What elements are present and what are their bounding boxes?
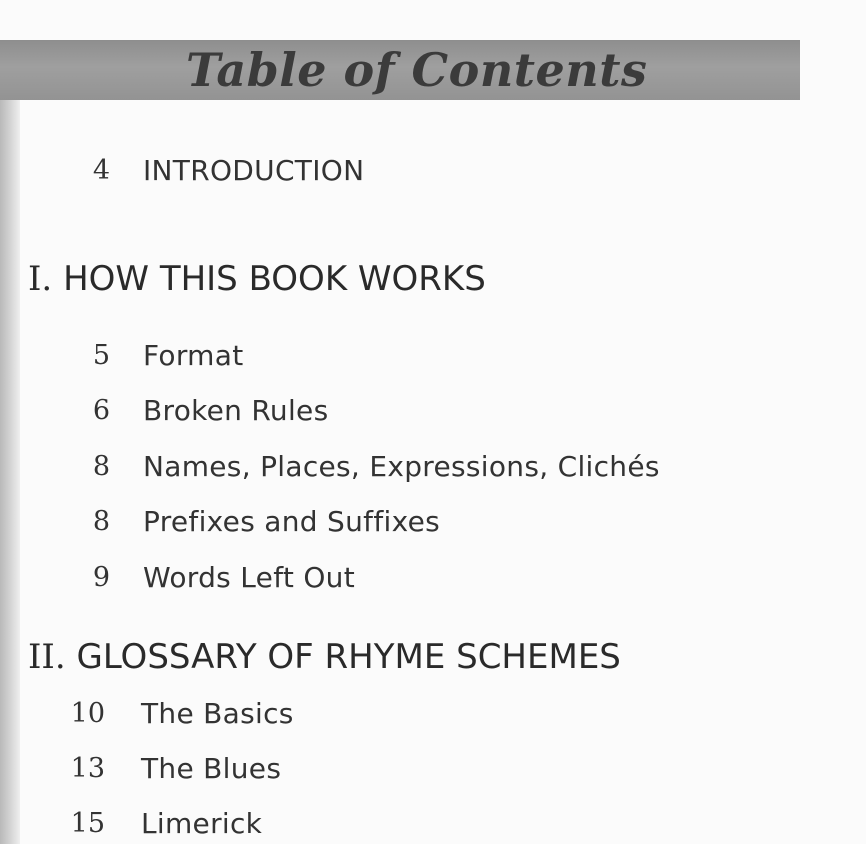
section-numeral: II. [28,637,66,677]
toc-entry [0,807,866,841]
toc-entry [0,505,866,539]
toc-page-number: 15 [70,808,105,839]
toc-entry [0,450,866,484]
toc-page-number: 9 [92,562,110,593]
toc-entry-label: The Blues [141,752,282,785]
section-title: HOW THIS BOOK WORKS [63,259,486,299]
toc-page-number: 13 [70,753,105,784]
toc-page-number: 5 [92,340,110,371]
toc-entry [0,697,866,731]
section-numeral: I. [28,259,53,299]
toc-entry [0,752,866,786]
toc-entry-label: The Basics [141,697,294,730]
toc-page-number: 8 [92,506,110,537]
toc-entry [0,394,866,428]
toc-entry-label: Names, Places, Expressions, Clichés [143,450,660,483]
toc-entry [0,561,866,595]
toc-entry-introduction [0,154,866,188]
section-title: GLOSSARY OF RHYME SCHEMES [76,637,621,677]
section-heading-2 [28,637,621,677]
toc-entry [0,339,866,373]
toc-entry-label: Words Left Out [143,561,355,594]
toc-entry-label: Broken Rules [143,394,329,427]
toc-page-number: 8 [92,451,110,482]
toc-page-number: 4 [92,155,110,186]
toc-entry-label: INTRODUCTION [143,154,365,187]
toc-page-number: 6 [92,395,110,426]
toc-entry-label: Format [143,339,244,372]
toc-entry-label: Prefixes and Suffixes [143,505,440,538]
toc-entry-label: Limerick [141,807,263,840]
section-heading-1 [28,259,486,299]
toc-page-number: 10 [70,698,105,729]
page-title: Table of Contents [186,43,648,97]
